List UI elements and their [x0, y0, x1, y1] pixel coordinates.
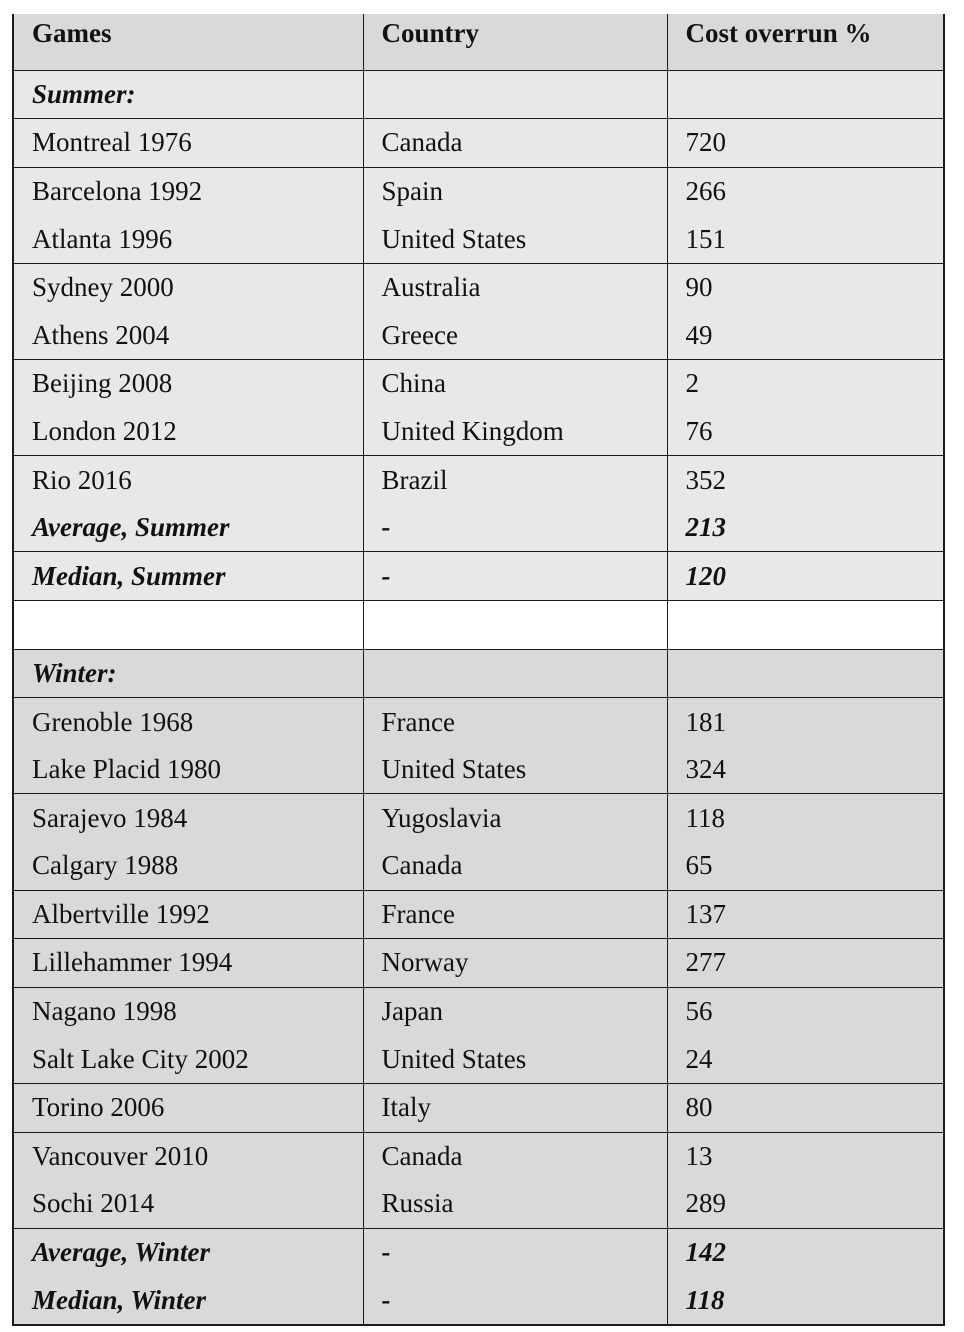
- stat-row-median-summer: [13, 552, 944, 601]
- stat-value: 118: [667, 1276, 944, 1325]
- country-cell: China: [363, 360, 667, 408]
- table-row: [13, 119, 944, 168]
- table-row: [13, 698, 944, 746]
- table-row: [13, 987, 944, 1035]
- overrun-cell: 266: [667, 167, 944, 215]
- overrun-cell: 151: [667, 215, 944, 263]
- overrun-cell: 76: [667, 408, 944, 456]
- games-cell: Atlanta 1996: [13, 215, 363, 263]
- table-row: [13, 939, 944, 988]
- table-row: [13, 360, 944, 408]
- country-cell: Yugoslavia: [363, 794, 667, 842]
- table-row: [13, 746, 944, 794]
- country-cell: Russia: [363, 1180, 667, 1228]
- country-cell: Brazil: [363, 456, 667, 504]
- country-cell: Canada: [363, 842, 667, 890]
- table-row: [13, 1035, 944, 1083]
- country-cell: France: [363, 698, 667, 746]
- table-row: [13, 311, 944, 359]
- games-cell: Sarajevo 1984: [13, 794, 363, 842]
- overrun-cell: 2: [667, 360, 944, 408]
- table-row: [13, 1180, 944, 1228]
- table-row: [13, 794, 944, 842]
- section-label-winter: Winter:: [13, 649, 363, 698]
- stat-country: -: [363, 504, 667, 552]
- empty-cell: [667, 601, 944, 650]
- country-cell: United States: [363, 215, 667, 263]
- overrun-cell: 80: [667, 1083, 944, 1132]
- country-cell: United Kingdom: [363, 408, 667, 456]
- empty-cell: [363, 649, 667, 698]
- stat-value: 213: [667, 504, 944, 552]
- country-cell: France: [363, 890, 667, 939]
- games-cell: Sydney 2000: [13, 263, 363, 311]
- overrun-cell: 65: [667, 842, 944, 890]
- country-cell: Spain: [363, 167, 667, 215]
- games-cell: Salt Lake City 2002: [13, 1035, 363, 1083]
- table-row: [13, 167, 944, 215]
- section-row-summer: [13, 70, 944, 119]
- empty-cell: [667, 70, 944, 119]
- country-cell: Japan: [363, 987, 667, 1035]
- empty-cell: [667, 649, 944, 698]
- table-row: [13, 408, 944, 456]
- games-cell: London 2012: [13, 408, 363, 456]
- section-row-winter: [13, 649, 944, 698]
- stat-country: -: [363, 1276, 667, 1325]
- overrun-cell: 181: [667, 698, 944, 746]
- overrun-cell: 324: [667, 746, 944, 794]
- games-cell: Nagano 1998: [13, 987, 363, 1035]
- empty-cell: [363, 70, 667, 119]
- stat-row-median-winter: [13, 1276, 944, 1325]
- empty-cell: [13, 601, 363, 650]
- stat-country: -: [363, 1228, 667, 1276]
- country-cell: Italy: [363, 1083, 667, 1132]
- overrun-cell: 137: [667, 890, 944, 939]
- games-cell: Lake Placid 1980: [13, 746, 363, 794]
- overrun-cell: 289: [667, 1180, 944, 1228]
- stat-country: -: [363, 552, 667, 601]
- country-cell: Greece: [363, 311, 667, 359]
- games-cell: Vancouver 2010: [13, 1132, 363, 1180]
- games-cell: Athens 2004: [13, 311, 363, 359]
- country-cell: Canada: [363, 119, 667, 168]
- olympics-cost-overrun-table: [12, 14, 945, 1326]
- country-cell: Norway: [363, 939, 667, 988]
- table-row: [13, 1132, 944, 1180]
- country-cell: Australia: [363, 263, 667, 311]
- stat-row-average-winter: [13, 1228, 944, 1276]
- header-cost-overrun: Cost overrun %: [667, 14, 944, 70]
- empty-cell: [363, 601, 667, 650]
- overrun-cell: 49: [667, 311, 944, 359]
- games-cell: Rio 2016: [13, 456, 363, 504]
- separator-row: [13, 601, 944, 650]
- games-cell: Sochi 2014: [13, 1180, 363, 1228]
- country-cell: United States: [363, 1035, 667, 1083]
- games-cell: Calgary 1988: [13, 842, 363, 890]
- table-row: [13, 456, 944, 504]
- section-label-summer: Summer:: [13, 70, 363, 119]
- games-cell: Beijing 2008: [13, 360, 363, 408]
- stat-value: 120: [667, 552, 944, 601]
- stat-label: Median, Summer: [13, 552, 363, 601]
- overrun-cell: 56: [667, 987, 944, 1035]
- country-cell: Canada: [363, 1132, 667, 1180]
- stat-label: Median, Winter: [13, 1276, 363, 1325]
- games-cell: Montreal 1976: [13, 119, 363, 168]
- table-row: [13, 263, 944, 311]
- header-games: Games: [13, 14, 363, 70]
- country-cell: United States: [363, 746, 667, 794]
- table-row: [13, 842, 944, 890]
- games-cell: Grenoble 1968: [13, 698, 363, 746]
- header-country: Country: [363, 14, 667, 70]
- overrun-cell: 13: [667, 1132, 944, 1180]
- stat-value: 142: [667, 1228, 944, 1276]
- overrun-cell: 277: [667, 939, 944, 988]
- overrun-cell: 90: [667, 263, 944, 311]
- table-row: [13, 215, 944, 263]
- games-cell: Barcelona 1992: [13, 167, 363, 215]
- games-cell: Lillehammer 1994: [13, 939, 363, 988]
- overrun-cell: 352: [667, 456, 944, 504]
- overrun-cell: 24: [667, 1035, 944, 1083]
- overrun-cell: 118: [667, 794, 944, 842]
- games-cell: Torino 2006: [13, 1083, 363, 1132]
- table-row: [13, 890, 944, 939]
- stat-row-average-summer: [13, 504, 944, 552]
- games-cell: Albertville 1992: [13, 890, 363, 939]
- stat-label: Average, Winter: [13, 1228, 363, 1276]
- stat-label: Average, Summer: [13, 504, 363, 552]
- table-row: [13, 1083, 944, 1132]
- overrun-cell: 720: [667, 119, 944, 168]
- header-row: [13, 14, 944, 70]
